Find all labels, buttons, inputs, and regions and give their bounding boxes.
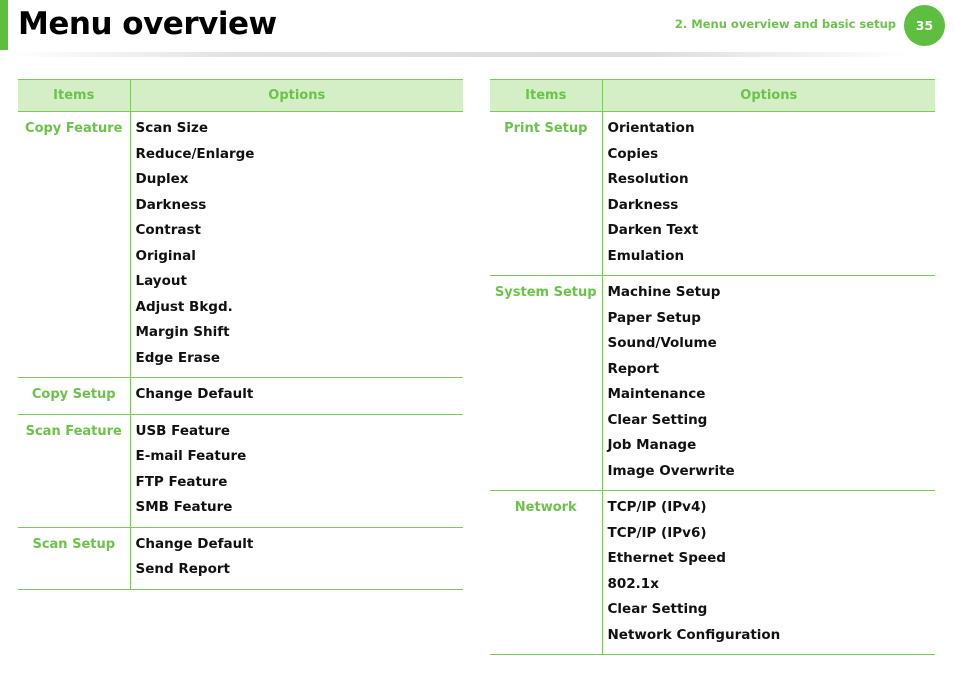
option-item: FTP Feature — [135, 473, 228, 490]
option-item: Darken Text — [607, 222, 699, 238]
option-item: Resolution — [607, 171, 689, 187]
option-item: Clear Setting — [607, 601, 708, 617]
option-item: Margin Shift — [135, 324, 230, 340]
options-list — [608, 280, 936, 484]
options-cell — [602, 276, 935, 491]
option-item: Machine Setup — [607, 284, 721, 300]
option-item: Darkness — [135, 196, 207, 213]
options-cell — [130, 378, 463, 415]
option-item: E-mail Feature — [135, 448, 247, 464]
table-header-row — [18, 80, 463, 112]
option-item: Original — [135, 247, 196, 264]
options-list — [136, 382, 464, 408]
column-header-options: Options — [130, 80, 463, 112]
options-cell — [130, 527, 463, 589]
options-cell — [602, 491, 935, 655]
table-header-row — [490, 80, 935, 112]
option-item: USB Feature — [135, 422, 230, 439]
option-item: Darkness — [607, 196, 679, 213]
option-item: Layout — [135, 273, 187, 289]
table-row — [490, 276, 935, 491]
menu-item-scan-feature: Scan Feature — [18, 414, 130, 527]
option-item: Ethernet Speed — [607, 550, 726, 566]
option-item: Reduce/Enlarge — [135, 145, 255, 162]
options-list — [136, 419, 464, 521]
header-divider — [10, 52, 910, 57]
option-item: TCP/IP (IPv4) — [607, 499, 707, 515]
options-list — [136, 532, 464, 583]
option-item: Change Default — [135, 386, 254, 402]
option-item: SMB Feature — [135, 499, 233, 515]
chapter-accent-bar — [0, 0, 8, 50]
option-item: Contrast — [135, 222, 202, 238]
menu-item-scan-setup: Scan Setup — [18, 527, 130, 589]
option-item: Clear Setting — [607, 411, 708, 428]
option-item: Duplex — [135, 171, 189, 187]
option-item: Report — [607, 360, 660, 377]
option-item: Scan Size — [135, 120, 209, 136]
option-item: TCP/IP (IPv6) — [607, 524, 707, 541]
menu-item-copy-feature: Copy Feature — [18, 112, 130, 378]
option-item: Network Configuration — [607, 626, 781, 643]
option-item: Emulation — [607, 247, 685, 264]
table-row — [18, 378, 463, 415]
option-item: Copies — [607, 145, 659, 162]
menu-table-right — [490, 79, 935, 655]
option-item: Send Report — [135, 561, 230, 577]
column-header-options: Options — [602, 80, 935, 112]
table-row — [490, 491, 935, 655]
page-title: Menu overview — [18, 6, 277, 42]
options-cell — [602, 112, 935, 276]
options-list — [136, 116, 464, 371]
option-item: Edge Erase — [135, 349, 221, 366]
option-item: Paper Setup — [607, 309, 701, 326]
table-row — [18, 527, 463, 589]
options-cell — [130, 112, 463, 378]
menu-item-copy-setup: Copy Setup — [18, 378, 130, 415]
option-item: Image Overwrite — [607, 462, 735, 479]
chapter-link[interactable]: 2. Menu overview and basic setup — [674, 17, 896, 31]
menu-item-print-setup: Print Setup — [490, 112, 602, 276]
option-item: Orientation — [607, 120, 695, 136]
option-item: Adjust Bkgd. — [135, 298, 233, 315]
option-item: Job Manage — [607, 437, 697, 453]
options-list — [608, 495, 936, 648]
table-row — [490, 112, 935, 276]
options-cell — [130, 414, 463, 527]
table-row — [18, 414, 463, 527]
option-item: 802.1x — [607, 575, 659, 592]
table-row — [18, 112, 463, 378]
menu-item-network: Network — [490, 491, 602, 655]
option-item: Change Default — [135, 535, 254, 552]
option-item: Maintenance — [607, 386, 706, 402]
menu-table-left — [18, 79, 463, 590]
column-header-items: Items — [490, 80, 602, 112]
page-number-badge: 35 — [904, 5, 945, 46]
column-header-items: Items — [18, 80, 130, 112]
option-item: Sound/Volume — [607, 335, 717, 351]
menu-item-system-setup: System Setup — [490, 276, 602, 491]
options-list — [608, 116, 936, 269]
